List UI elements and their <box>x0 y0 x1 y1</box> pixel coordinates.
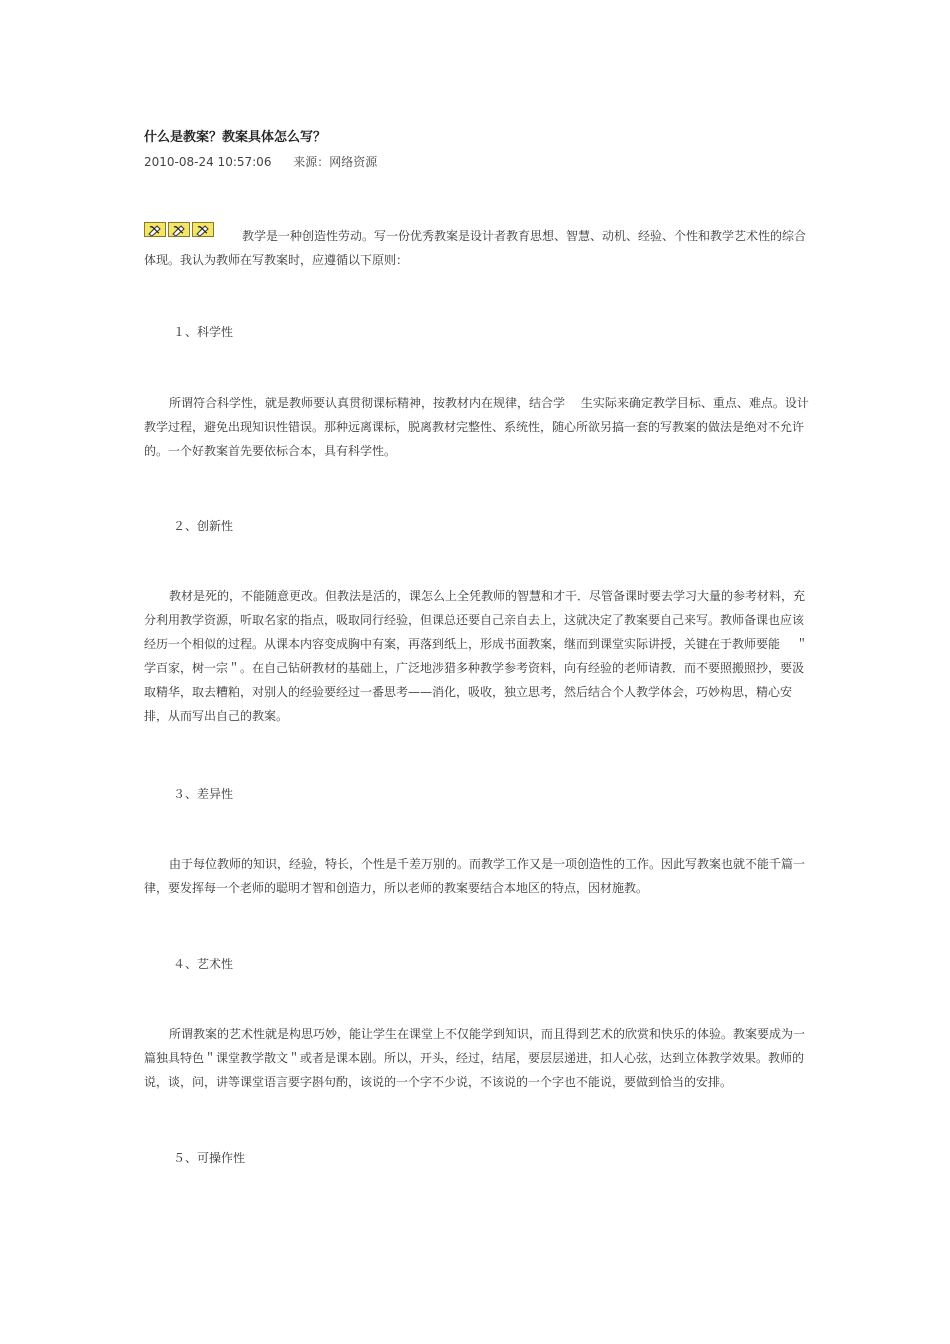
publish-date: 2010-08-24 10:57:06 <box>144 155 272 169</box>
section-heading: ４、艺术性 <box>173 957 234 971</box>
section-body: 所谓教案的艺术性就是构思巧妙，能让学生在课堂上不仅能学到知识，而且得到艺术的欣赏和快乐的体验。教案要成为一篇独具特色＂课堂教学散文＂或者是课本剧。所以，开头，经过，结尾，要层层递进，扣人心弦，达到立体教学效果。教师的说，谈，问，讲等课堂语言要字斟句酌，该说的一个字不少说，不该说的一个字也不能说，要做到恰当的安排。 <box>144 1027 806 1089</box>
section-heading: ２、创新性 <box>173 519 234 533</box>
article-title: 什么是教案？教案具体怎么写？ <box>144 130 327 145</box>
intro-paragraph: 教学是一种创造性劳动。写一份优秀教案是设计者教育思想、智慧、动机、经验、个性和教学艺术性的综合体现。我认为教师在写教案时，应遵循以下原则： <box>144 229 807 267</box>
section-heading: ５、可操作性 <box>173 1151 246 1165</box>
article-source: 来源：网络资源 <box>293 155 378 169</box>
section-body: 由于每位教师的知识，经验，特长，个性是千差万别的。而教学工作又是一项创造性的工作。因此写教案也就不能千篇一律，要发挥每一个老师的聪明才智和创造力，所以老师的教案要结合本地区的特点，因材施教。 <box>144 857 806 895</box>
section-heading: １、科学性 <box>173 325 234 339</box>
section-heading: ３、差异性 <box>173 787 234 801</box>
article-meta <box>144 153 377 170</box>
section-body: 教材是死的，不能随意更改。但教法是活的，课怎么上全凭教师的智慧和才干．尽管备课时要去学习大量的参考材料，充分利用教学资源，听取名家的指点，吸取同行经验，但课总还要自己亲自去上，这就决定了教案要自己来写。教师备课也应该经历一个相似的过程。从课本内容变成胸中有案，再落到纸上，形成书面教案，继而到课堂实际讲授，关键在于教师要能 ＂学百家，树一宗＂。在自己钻研教材的基础上，广泛地涉猎多种教学参考资料，向有经验的老师请教．而不要照搬照抄，要汲取精华，取去糟粕，对别人的经验要经过一番思考——消化，吸收，独立思考，然后结合个人教学体会，巧妙构思，精心安排，从而写出自己的教案。 <box>144 589 808 723</box>
section-body: 所谓符合科学性，就是教师要认真贯彻课标精神，按教材内在规律，结合学 生实际来确定教学目标、重点、难点。设计教学过程，避免出现知识性错误。那种远离课标，脱离教材完整性、系统性，随心所欲另搞一套的写教案的做法是绝对不允许的。一个好教案首先要依标合本，具有科学性。 <box>144 396 809 458</box>
